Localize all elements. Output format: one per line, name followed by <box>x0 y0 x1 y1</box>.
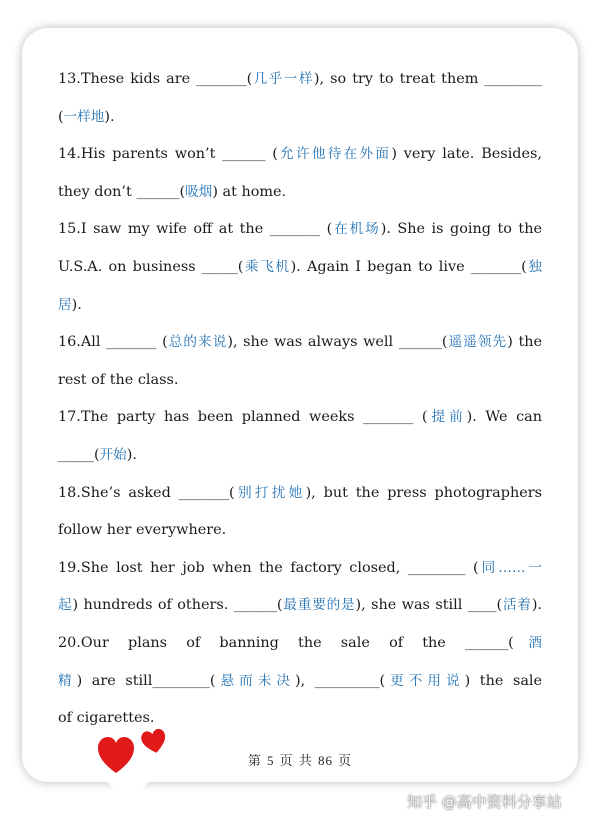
english-text: ). She is going to the <box>380 221 542 238</box>
watermark: 知乎 @高中资料分享站 <box>407 793 562 811</box>
page-number: 5 <box>267 753 275 768</box>
page-footer <box>0 750 600 769</box>
chinese-hint: 精 <box>58 672 77 689</box>
chinese-hint: 总的来说 <box>167 334 228 351</box>
chinese-hint: 居 <box>58 296 72 313</box>
page-total: 86 <box>317 753 333 768</box>
text-line <box>58 211 542 249</box>
text-line <box>58 625 542 663</box>
english-text: ), she was still ____( <box>355 597 503 614</box>
chinese-hint: 别打扰她 <box>234 484 306 501</box>
english-text: 19.She lost her job when the factory closed, ________ ( <box>58 559 479 576</box>
english-text: ), she was always well ______( <box>227 334 448 351</box>
text-line <box>58 587 542 625</box>
text-line <box>58 287 542 325</box>
english-text: ). We can <box>466 409 543 426</box>
english-text: of cigarettes. <box>58 710 155 727</box>
english-text: ). <box>71 296 82 313</box>
english-text: ) hundreds of others. ______( <box>72 597 283 614</box>
text-line <box>58 663 542 701</box>
text-line <box>58 512 542 550</box>
footer-suffix: 页 <box>338 754 353 769</box>
text-line <box>58 324 542 362</box>
english-text: U.S.A. on business _____( <box>58 258 244 275</box>
chinese-hint: 几乎一样 <box>252 71 314 87</box>
english-text: ) are still________( <box>76 672 216 689</box>
text-line <box>58 475 542 513</box>
chinese-hint: 独 <box>526 258 542 275</box>
english-text: 15.I saw my wife off at the _______ ( <box>58 221 333 238</box>
english-text: ). Again I began to live _______( <box>290 258 527 275</box>
chinese-hint: 提前 <box>427 409 467 426</box>
text-line <box>58 437 542 475</box>
english-text: ) very late. Besides, <box>391 146 542 163</box>
chinese-hint: 更不用说 <box>385 672 465 689</box>
english-text: ) the sale <box>464 672 543 689</box>
english-text: ( <box>58 108 64 125</box>
english-text: they don’t ______( <box>58 183 186 200</box>
text-line <box>58 550 542 588</box>
exercise-text <box>58 61 542 738</box>
english-text: ). <box>104 108 115 125</box>
chinese-hint: 同……一 <box>478 559 542 576</box>
chinese-hint: 在机场 <box>332 221 381 238</box>
text-line <box>58 174 542 212</box>
english-text: rest of the class. <box>58 371 179 388</box>
chinese-hint: 开始 <box>99 446 127 463</box>
english-text: _____( <box>58 446 100 463</box>
english-text: 13.These kids are _______( <box>58 71 253 87</box>
chinese-hint: 起 <box>58 597 73 614</box>
text-line <box>58 399 542 437</box>
english-text: 14.His parents won’t ______ ( <box>58 146 278 163</box>
text-line <box>58 61 542 99</box>
english-text: ). <box>126 446 137 463</box>
footer-middle: 页 共 <box>279 754 313 769</box>
text-line <box>58 99 542 137</box>
english-text: ), but the press photographers <box>305 484 543 501</box>
footer-prefix: 第 <box>247 754 262 769</box>
chinese-hint: 活着 <box>502 597 532 614</box>
english-text: ) at home. <box>212 183 287 200</box>
text-line <box>58 136 542 174</box>
chinese-hint: 最重要的是 <box>282 597 356 614</box>
text-line <box>58 362 542 400</box>
chinese-hint: 酒 <box>513 634 543 651</box>
chinese-hint: 吸烟 <box>185 183 213 200</box>
english-text: 18.She’s asked _______( <box>58 484 235 501</box>
english-text: follow her everywhere. <box>58 522 227 539</box>
chinese-hint: 悬而未决 <box>215 672 295 689</box>
english-text: ), _________( <box>294 672 386 689</box>
text-line <box>58 249 542 287</box>
english-text: 17.The party has been planned weeks _______ ( <box>58 409 428 426</box>
english-text: 20.Our plans of banning the sale of the ______( <box>58 634 514 651</box>
chinese-hint: 乘飞机 <box>243 258 291 275</box>
chinese-hint: 允许他待在外面 <box>277 146 392 163</box>
english-text: ), so try to treat them ________ <box>313 71 542 87</box>
english-text: ). <box>531 597 543 614</box>
chinese-hint: 一样地 <box>63 108 105 125</box>
chinese-hint: 遥遥领先 <box>447 334 508 351</box>
english-text: 16.All _______ ( <box>58 334 168 351</box>
english-text: ) the <box>507 334 543 351</box>
